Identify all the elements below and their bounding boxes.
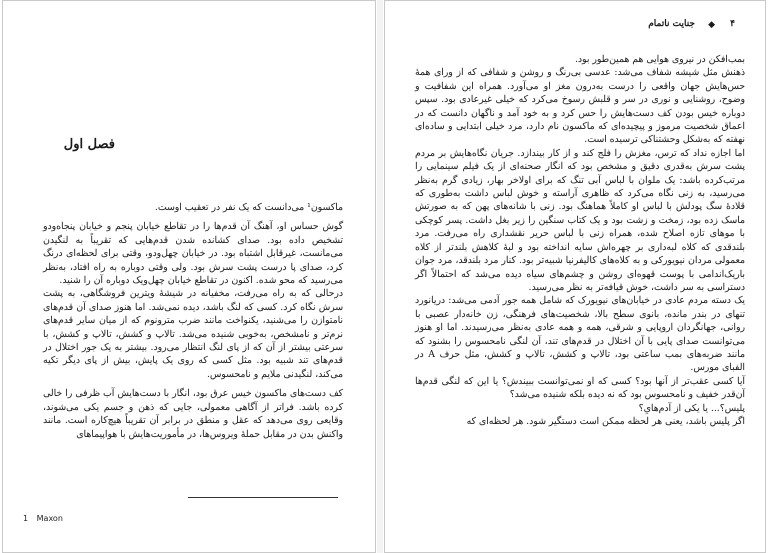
footnote — [23, 514, 63, 523]
left-page — [2, 0, 376, 553]
left-body-text — [43, 201, 343, 441]
right-page — [384, 0, 766, 553]
running-header — [385, 19, 767, 33]
paragraph: بمب‌افکن در نیروی هوایی هم همین‌طور بود. — [574, 54, 745, 65]
diamond-icon: ◆ — [708, 20, 715, 30]
paragraph: ماکسون¹ می‌دانست که یک نفر در تعقیب اوست. — [154, 202, 343, 213]
right-body-text — [415, 53, 745, 428]
paragraph: اگر پلیس باشد، یعنی هر لحظه ممکن است دستگیر شود. هر لحظه‌ای که — [466, 415, 745, 427]
paragraph: آیا کسی عقب‌تر از آنها بود؟ کسی که او نمی‌توانست ببیندش؟ یا این که لنگی قدم‌ها آن‌قدر خفیف و نامحسوس بود که نه دیده بلکه شنیده می‌شد؟ — [415, 375, 745, 401]
paragraph: ذهنش مثل شیشه شفاف می‌شد: عدسی بی‌رنگ و روشن و شفافی که از ورای همهٔ حس‌هایش جهان واقعی را درست به‌درون مغز او می‌آورد. همراه این شفافیت و وضوح، روشنایی و نوری در سر و قلبش رسوخ می‌کرد که خیلی غیرعادی بود. سپس دوباره خیس بودن کف دست‌هایش را حس کرد و به خود آمد و ناگهان دانست که در اعماق شخصیت مرموز و پیچیده‌ای که ماکسون نام دارد، مرد خیلی ابتدایی و ساده‌ای نهفته که به‌شکل وحشتناکی ترسیده است. — [415, 67, 745, 146]
footnote-text: Maxon — [36, 514, 63, 523]
book-spine — [377, 0, 383, 553]
paragraph: کف دست‌های ماکسون خیس عرق بود، انگار با دست‌هایش آب ظرفی را خالی کرده باشد. فراتر از آگاهی معمولی، جایی که ذهن و جسم یکی می‌شوند، وقایعی روی می‌دهد که عقل و منطق در برابر آن تقریباً هیچ‌کاره است. مانند واکنش بدن در مقابل حملهٔ ویروس‌ها، در مأموریت‌هایش با هواپیماهای — [43, 388, 343, 440]
footnote-number: 1 — [23, 514, 29, 523]
book-title: جنایت ناتمام — [648, 19, 695, 29]
paragraph: گوش حساس او، آهنگ آن قدم‌ها را در تقاطع خیابان پنجم و خیابان پنجاه‌ودو تشخیص داده بود. صدای کشانده شدن قدم‌هایی که تقریباً به لنگیدن می‌مانست، غیرقابل اشتباه بود. در خیابان چهل‌ودو، وقتی برای لحظه‌ای درنگ کرد، صدای پا درست پشت سرش بود. ولی وقتی دوباره به راه افتاد، به‌نظر می‌رسید که محو شده. اکنون در تقاطع خیابان چهل‌ویک دوباره آن را شنید. — [43, 221, 343, 287]
paragraph: درحالی که به راه می‌رفت، مخفیانه در شیشهٔ ویترین فروشگاهی، به پشت سرش نگاه کرد. کسی که لنگ باشد، دیده نمی‌شد. اما هنوز صدای آن قدم‌های نامتوازن را می‌شنید، یکنواخت مانند ضرب مترونوم که از میان سایر قدم‌های نرم‌تر و نامشخص، به‌خوبی شنیده می‌شد. تالاپ و کشش، تالاپ و کشش، با سرعتی بیشتر از آن که از پای لنگ انتظار می‌رود. بیشتر به یک جور اختلال در قدم‌های تند شبیه بود. مثل کسی که روی یک پایش، بیش از پای دیگر تکیه می‌کند، لنگیدنی ملایم و نامحسوس. — [43, 288, 343, 380]
paragraph: پلیس؟... یا یکی از آدم‌هایِ؟ — [638, 402, 745, 414]
chapter-title: فصل اول — [63, 137, 115, 152]
paragraph: یک دسته مردم عادی در خیابان‌های نیویورک که شامل همه جور آدمی می‌شد: دریانورد تنهای در بندر مانده، بانوی سطح بالا، شخصیت‌های فرهنگی، زن خانه‌دار عصبی با روانی، جهانگردان اروپایی و شرقی، همه و همه عادی به‌نظر می‌رسیدند. اما او هنوز می‌توانست صدای پایی با آن اختلال در قدم‌های تند، آن لنگی نامحسوس را بشنود که مانند ضربه‌های بمب ساعتی بود، تالاپ و کشش، تالاپ و کشش، مثل حرف A در الفبای مورس. — [415, 295, 745, 374]
page-number: ۴ — [730, 19, 735, 29]
footnote-divider — [188, 497, 338, 498]
paragraph: اما اجازه نداد که ترس، مغزش را فلج کند و از کار بیندازد. جریان نگاه‌هایش بر مردم پشت سرش به‌قدری دقیق و مشخص بود که انگار صحنه‌ای از یک فیلم سینمایی را مرتب‌کرده باشد: یک ملوان با لباس آبی تنگ که برای اولاخر بهار، زیادی گرم به‌نظر می‌رسید، به زنی نگاه می‌کرد که ظاهری آراسته و خوش لباس داشت به‌طوری که قلادهٔ سگ پودلش با لباس او کاملاً هماهنگ بود. زنی با شانه‌های پهن که به صورتش ماسک زده بود، زمخت و زشت بود و یک کتاب سنگین را زیر بغل داشت. پسر کوچکی با موهای تازه اصلاح شده، همراه زنی با لباس حریر نقشداری راه می‌رفت. مرد بلندقدی که کلاه لبه‌داری بر چهره‌اش سایه انداخته بود و لبهٔ کلاهش بلندتر از کلاه معمولی مردان نیویورکی و به کلاه‌های کالیفرنیا شبیه‌تر بود. کنار مرد بلندقد، مرد جوان باریک‌اندامی با پوست قهوه‌ای روشن و چشم‌های سیاه دیده می‌شد که احتمالاً اگر دستراسی به سر داشت، خوش قیافه‌تر به نظر می‌رسید. — [415, 147, 745, 293]
